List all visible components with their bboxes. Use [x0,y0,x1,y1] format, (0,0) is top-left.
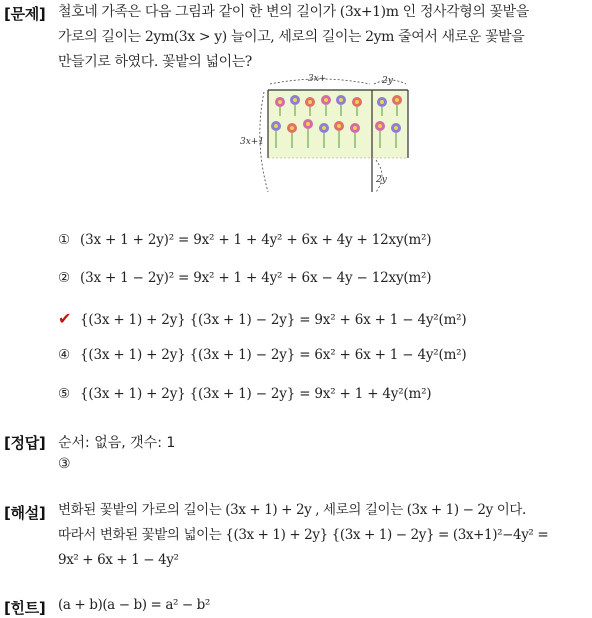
choice-5-text: {(3x + 1) + 2y} {(3x + 1) − 2y} = 9x² + 1 + 4y²(m²) [80,386,432,402]
choice-4-number: ④ [58,347,70,363]
choice-2-text: (3x + 1 − 2y)² = 9x² + 1 + 4y² + 6x − 4y − 12xy(m²) [80,270,432,286]
choice-1[interactable] [58,232,431,248]
choice-5[interactable] [58,386,431,402]
label-left: 3x+1 [240,137,265,147]
choice-4[interactable] [58,347,466,363]
choice-2[interactable] [58,270,431,286]
explanation-line-3: 9x² + 6x + 1 − 4y² [58,552,179,568]
choice-5-number: ⑤ [58,386,70,402]
label-top-right: 2y [382,76,393,86]
question-line-1: 철호네 가족은 다음 그림과 같이 한 변의 길이가 (3x+1)m 인 정사각형의 꽃밭을 [58,4,529,20]
label-top-left: 3x+ [308,74,327,84]
explanation-line-1: 변화된 꽃밭의 가로의 길이는 (3x + 1) + 2y , 세로의 길이는 (3x + 1) − 2y 이다. [58,502,526,518]
explanation-text [58,498,588,573]
hint-formula: (a + b)(a − b) = a² − b² [58,597,210,613]
answer-label: [정답] [4,434,46,452]
flower-garden-figure [240,72,412,196]
explanation-label: [해설] [4,504,46,522]
hint-label: [힌트] [4,599,46,617]
choice-1-number: ① [58,232,70,248]
choice-2-number: ② [58,270,70,286]
check-icon: ✔ [58,309,72,328]
question-line-3: 만들기로 하였다. 꽃밭의 넓이는? [58,54,252,70]
question-line-2: 가로의 길이는 2ym(3x > y) 늘이고, 세로의 길이는 2ym 줄여서 새로운 꽃밭을 [58,29,525,45]
choice-3[interactable] [58,309,466,328]
question-text [58,0,588,75]
hint-text [58,593,588,618]
answer-meta: 순서: 없음, 갯수: 1 [58,435,176,451]
label-right-bottom: 2y [376,175,387,185]
garden-diagram [240,72,412,196]
explanation-line-2: 따라서 변화된 꽃밭의 넓이는 {(3x + 1) + 2y} {(3x + 1) − 2y} = (3x+1)²−4y² = [58,527,549,543]
question-label: [문제] [4,5,46,23]
choice-1-text: (3x + 1 + 2y)² = 9x² + 1 + 4y² + 6x + 4y + 12xy(m²) [80,232,432,248]
answer-value: ③ [58,456,71,472]
choice-4-text: {(3x + 1) + 2y} {(3x + 1) − 2y} = 6x² + 6x + 1 − 4y²(m²) [80,347,467,363]
choice-3-text: {(3x + 1) + 2y} {(3x + 1) − 2y} = 9x² + 6x + 1 − 4y²(m²) [80,312,467,328]
